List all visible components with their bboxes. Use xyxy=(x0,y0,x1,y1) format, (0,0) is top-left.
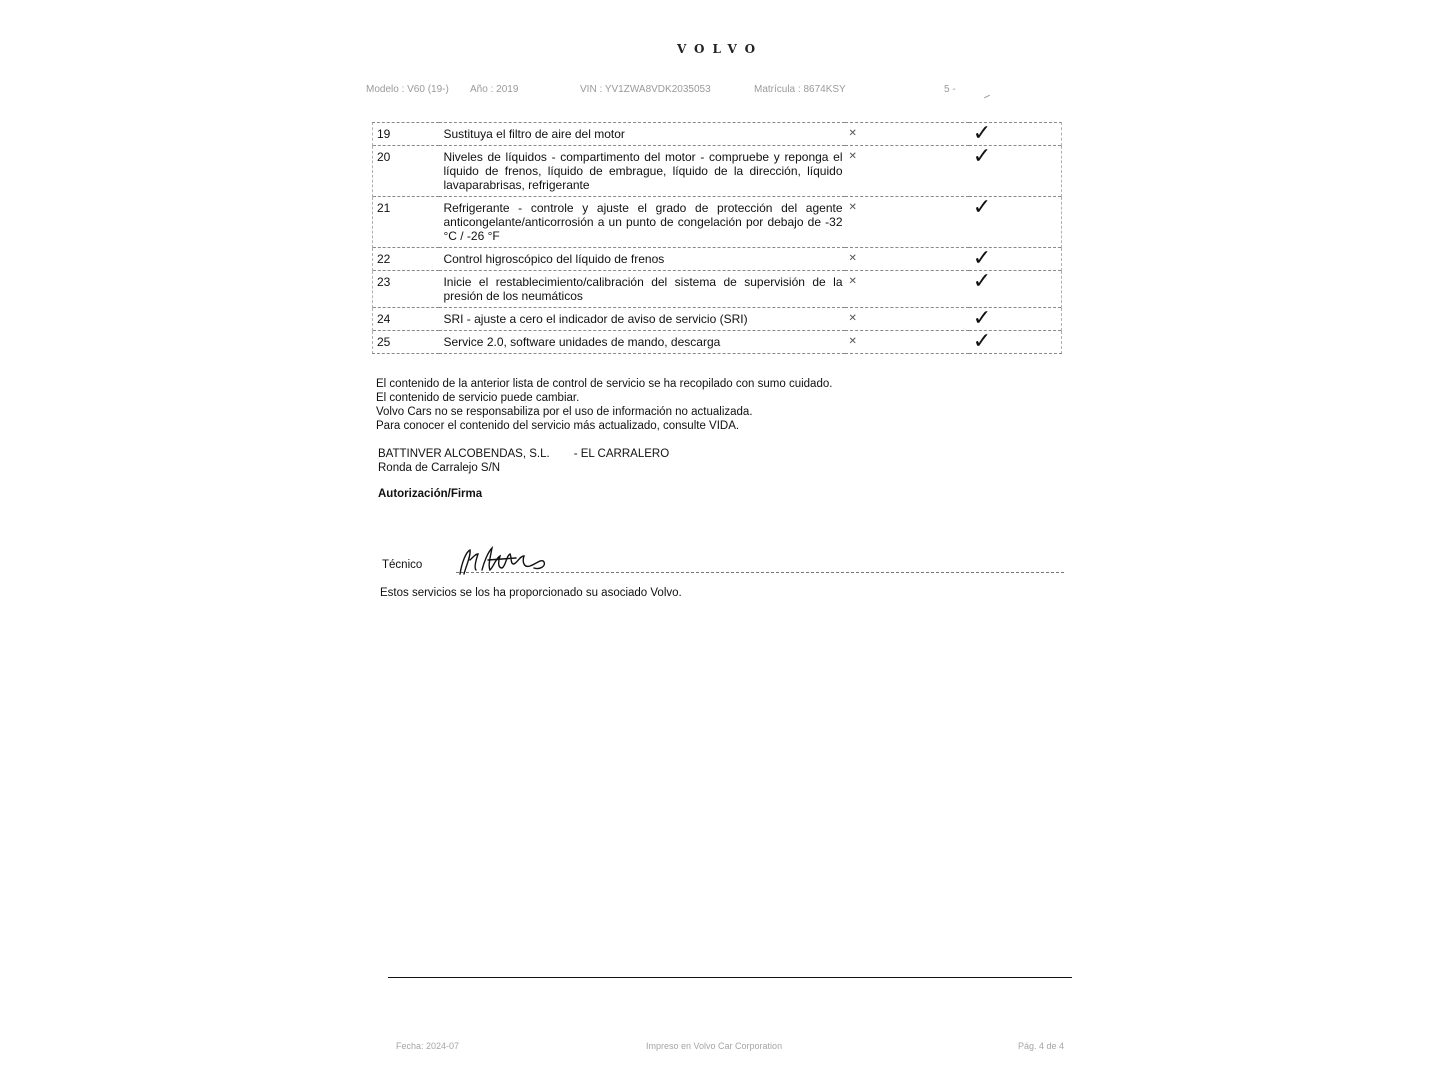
item-number: 20 xyxy=(373,146,440,197)
item-description: Service 2.0, software unidades de mando, descarga xyxy=(439,331,844,354)
not-applicable-mark: ✕ xyxy=(845,146,969,197)
header-plate: Matrícula : 8674KSY xyxy=(754,84,846,95)
item-number: 21 xyxy=(373,197,440,248)
not-applicable-mark: ✕ xyxy=(845,271,969,308)
not-applicable-mark: ✕ xyxy=(845,197,969,248)
table-row xyxy=(373,271,1062,308)
disclaimer-line: El contenido de la anterior lista de control de servicio se ha recopilado con sumo cuidado. xyxy=(376,378,833,390)
dealer-block xyxy=(378,447,669,475)
disclaimer-line: Para conocer el contenido del servicio más actualizado, consulte VIDA. xyxy=(376,420,740,432)
table-row xyxy=(373,197,1062,248)
handwritten-check-icon: ✓ xyxy=(969,248,1062,271)
table-row xyxy=(373,146,1062,197)
item-description: Refrigerante - controle y ajuste el grado de protección del agente anticongelante/anticorrosión a un punto de congelación por debajo de -32 °C / -26 °F xyxy=(439,197,844,248)
service-provider-note: Estos servicios se los ha proporcionado su asociado Volvo. xyxy=(380,587,682,599)
dealer-branch: - EL CARRALERO xyxy=(573,448,670,460)
not-applicable-mark: ✕ xyxy=(845,308,969,331)
item-description: SRI - ajuste a cero el indicador de aviso de servicio (SRI) xyxy=(439,308,844,331)
item-description: Inicie el restablecimiento/calibración del sistema de supervisión de la presión de los neumáticos xyxy=(439,271,844,308)
disclaimer-line: Volvo Cars no se responsabiliza por el uso de información no actualizada. xyxy=(376,406,753,418)
item-number: 25 xyxy=(373,331,440,354)
vehicle-header xyxy=(366,84,986,98)
dealer-address: Ronda de Carralejo S/N xyxy=(378,462,501,474)
footer-right-text: Pág. 4 de 4 xyxy=(1018,1041,1065,1051)
dealer-name: BATTINVER ALCOBENDAS, S.L. xyxy=(378,448,550,460)
authorization-heading: Autorización/Firma xyxy=(378,488,483,500)
table-row xyxy=(373,248,1062,271)
not-applicable-mark: ✕ xyxy=(845,331,969,354)
not-applicable-mark: ✕ xyxy=(845,123,969,146)
table-row xyxy=(373,123,1062,146)
item-number: 23 xyxy=(373,271,440,308)
disclaimer-notes xyxy=(376,377,936,433)
header-model: Modelo : V60 (19-) xyxy=(366,84,449,95)
header-year: Año : 2019 xyxy=(470,84,519,95)
item-description: Control higroscópico del líquido de frenos xyxy=(439,248,844,271)
service-checklist-table xyxy=(372,122,1062,354)
handwritten-check-icon: ✓ xyxy=(969,331,1062,354)
item-number: 19 xyxy=(373,123,440,146)
item-number: 22 xyxy=(373,248,440,271)
header-vin: VIN : YV1ZWA8VDK2035053 xyxy=(580,84,711,95)
signature-line xyxy=(456,572,1064,573)
technician-signature-icon xyxy=(452,540,552,580)
handwritten-check-icon: ✓ xyxy=(969,308,1062,331)
handwritten-check-icon: ✓ xyxy=(969,197,1062,248)
handwritten-check-icon: ✓ xyxy=(969,146,1062,197)
table-row xyxy=(373,331,1062,354)
not-applicable-mark: ✕ xyxy=(845,248,969,271)
item-description: Niveles de líquidos - compartimento del motor - compruebe y reponga el líquido de frenos, líquido de embrague, líquido de la dirección, líquido lavaparabrisas, refrigerante xyxy=(439,146,844,197)
item-description: Sustituya el filtro de aire del motor xyxy=(439,123,844,146)
footer-left-text: Fecha: 2024-07 xyxy=(396,1041,460,1051)
technician-label: Técnico xyxy=(382,559,423,571)
disclaimer-line: El contenido de servicio puede cambiar. xyxy=(376,392,580,404)
item-number: 24 xyxy=(373,308,440,331)
volvo-logo: VOLVO xyxy=(676,42,764,56)
footer-center-text: Impreso en Volvo Car Corporation xyxy=(646,1041,783,1051)
footer-divider xyxy=(388,977,1072,978)
header-page-mark: 5 - xyxy=(944,84,956,95)
handwritten-check-icon: ✓ xyxy=(969,123,1062,146)
table-row xyxy=(373,308,1062,331)
handwritten-check-icon: ✓ xyxy=(969,271,1062,308)
